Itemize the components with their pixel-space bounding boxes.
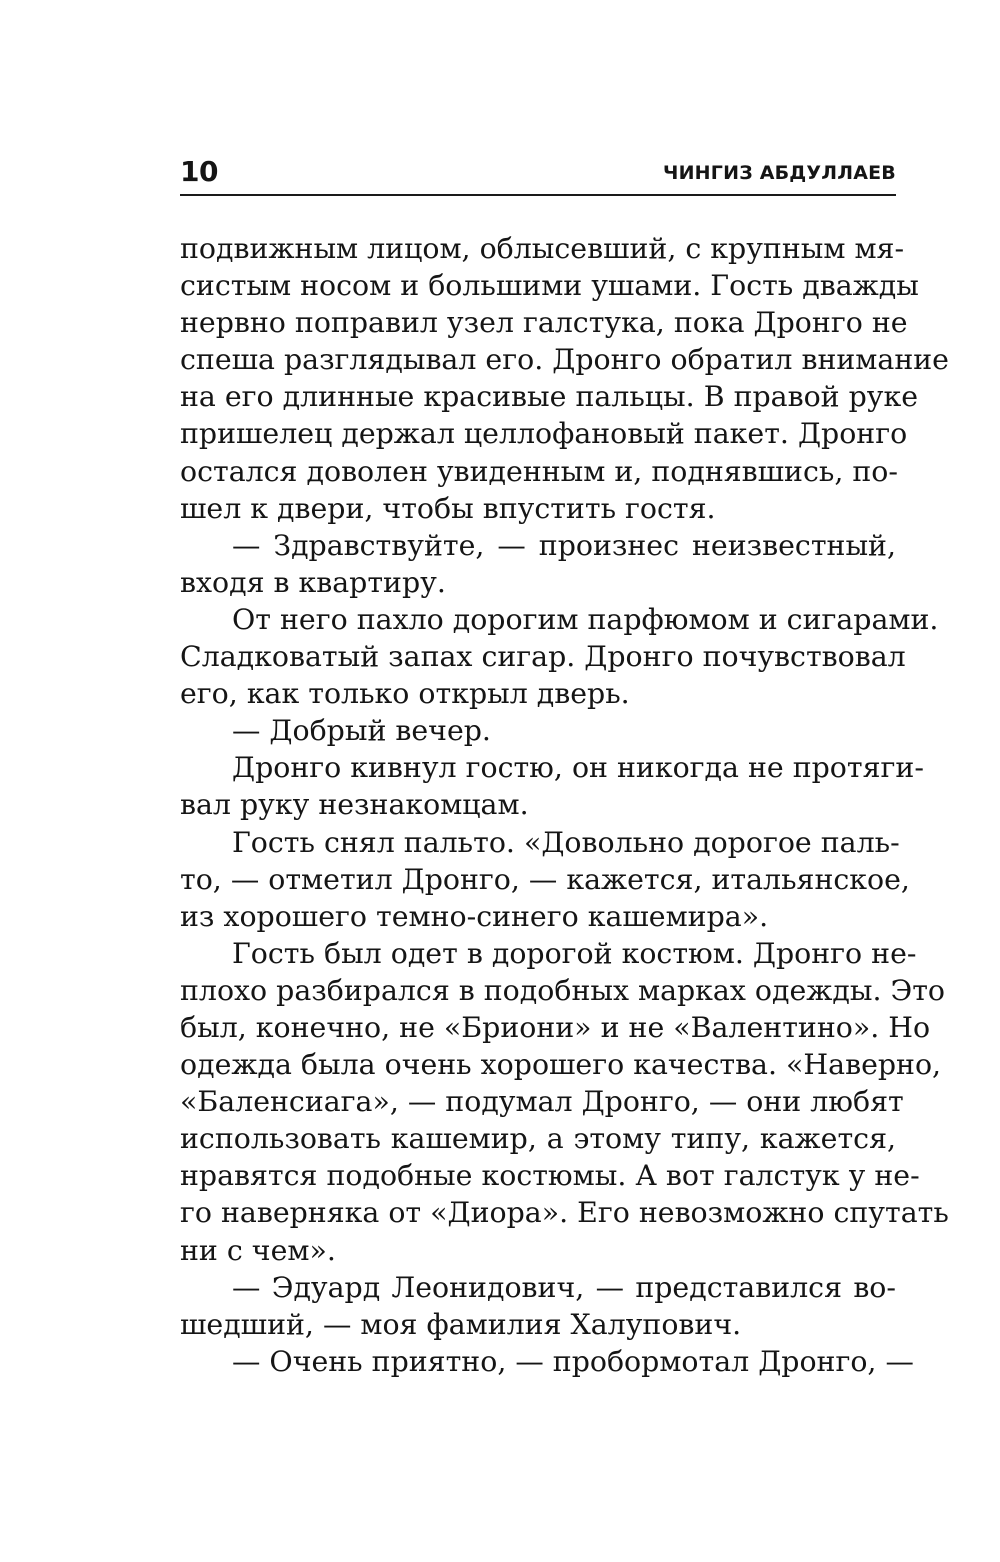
page-header [180,152,896,196]
text-line: спеша разглядывал его. Дронго обратил внимание [180,343,949,377]
text-line: шедший, — моя фамилия Халупович. [180,1307,742,1341]
text-line: из хорошего темно-синего кашемира». [180,899,769,933]
text-line: остался доволен увиденным и, поднявшись, по- [180,454,898,488]
text-line: Сладковатый запах сигар. Дронго почувствовал [180,640,906,674]
text-line: пришелец держал целлофановый пакет. Дронго [180,417,908,451]
text-line: его, как только открыл дверь. [180,677,630,711]
text-line: использовать кашемир, а этому типу, кажется, [180,1122,896,1156]
text-line: подвижным лицом, облысевший, с крупным мя- [180,232,905,265]
text-line: Дронго кивнул гостю, он никогда не протяги- [232,751,924,785]
body-text [180,230,949,1380]
text-line: — Добрый вечер. [232,714,491,748]
text-line: — Здравствуйте, — произнес неизвестный, [232,528,896,562]
text-line: — Очень приятно, — пробормотал Дронго, — [232,1344,914,1378]
text-line: го наверняка от «Диора». Его невозможно спутать [180,1196,949,1230]
text-line: «Баленсиага», — подумал Дронго, — они любят [180,1085,904,1119]
text-line: шел к двери, чтобы впустить гостя. [180,491,716,525]
text-line: ни с чем». [180,1233,336,1267]
text-line: на его длинные красивые пальцы. В правой руке [180,380,919,414]
text-line: то, — отметил Дронго, — кажется, итальянское, [180,862,910,896]
text-line: входя в квартиру. [180,565,446,599]
text-line: Гость снял пальто. «Довольно дорогое паль- [232,825,900,859]
text-line: плохо разбирался в подобных марках одежды. Это [180,973,946,1007]
text-line: нервно поправил узел галстука, пока Дронго не [180,306,908,340]
text-line: вал руку незнакомцам. [180,788,529,822]
text-line: одежда была очень хорошего качества. «Наверно, [180,1048,942,1082]
text-line: От него пахло дорогим парфюмом и сигарами. [232,602,939,636]
text-line: был, конечно, не «Бриони» и не «Валентино». Но [180,1010,931,1044]
text-line: — Эдуард Леонидович, — представился во- [232,1270,896,1304]
page-number: 10 [180,155,218,188]
text-line: Гость был одет в дорогой костюм. Дронго не- [232,936,917,970]
text-line: нравятся подобные костюмы. А вот галстук у не- [180,1159,920,1193]
running-head-author: ЧИНГИЗ АБДУЛЛАЕВ [663,162,896,184]
text-line: систым носом и большими ушами. Гость дважды [180,269,919,303]
